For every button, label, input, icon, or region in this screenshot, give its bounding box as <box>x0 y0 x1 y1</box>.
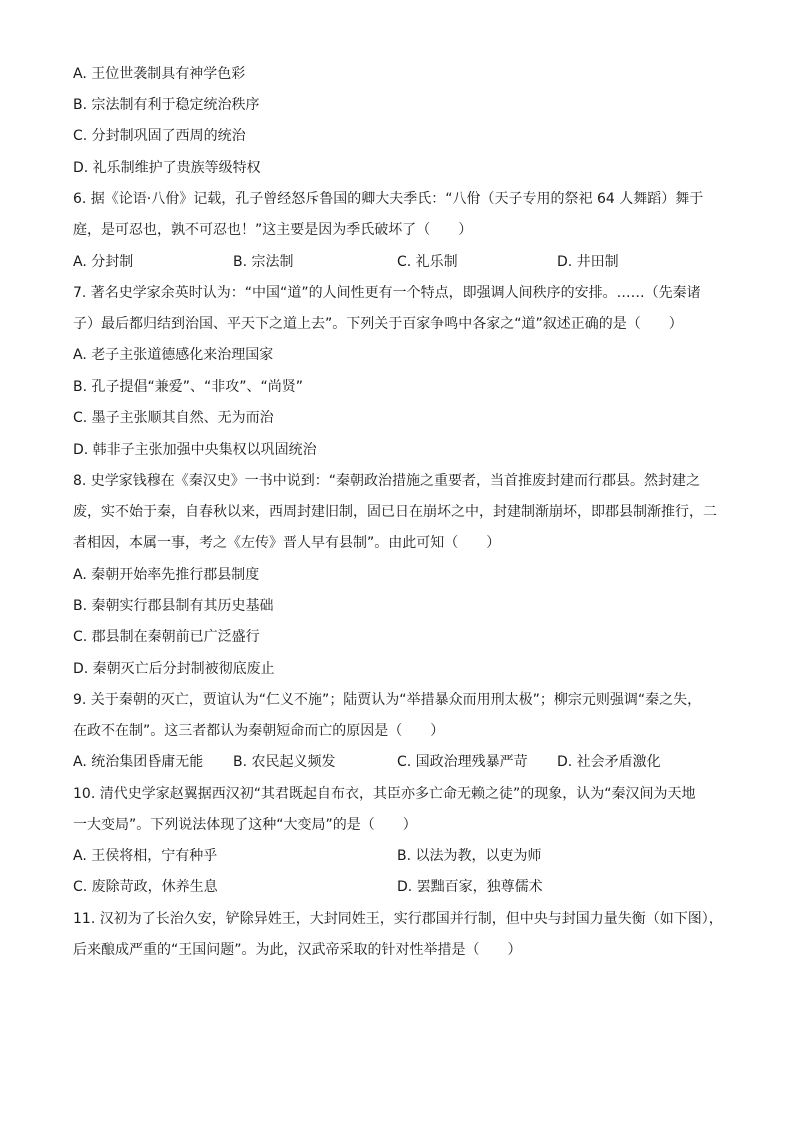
q11-stem-line-2: 后来酿成严重的“王国问题”。为此，汉武帝采取的针对性举措是（ ） <box>73 942 522 958</box>
q7-stem-line-2: 子）最后都归结到治国、平天下之道上去”。下列关于百家争鸣中各家之“道”叙述正确的是（ ） <box>73 316 683 332</box>
q8-option-c: C. 郡县制在秦朝前已广泛盛行 <box>73 629 260 645</box>
q8-option-b: B. 秦朝实行郡县制有其历史基础 <box>73 598 274 614</box>
q9-stem-line-1: 9. 关于秦朝的灭亡，贾谊认为“仁义不施”；陆贾认为“举措暴众而用刑太极”；柳宗元则强调“秦之失， <box>73 692 702 708</box>
q9-option-a: A. 统治集团昏庸无能 <box>73 754 204 770</box>
q10-option-c: C. 废除苛政，休养生息 <box>73 879 218 895</box>
q6-option-d: D. 井田制 <box>557 254 619 270</box>
q11-stem-line-1: 11. 汉初为了长治久安，铲除异姓王，大封同姓王，实行郡国并行制，但中央与封国力量失衡（如下图）， <box>73 911 723 927</box>
q9-option-b: B. 农民起义频发 <box>233 754 336 770</box>
q5-option-c: C. 分封制巩固了西周的统治 <box>73 128 246 144</box>
q8-option-a: A. 秦朝开始率先推行郡县制度 <box>73 567 260 583</box>
q7-option-b: B. 孔子提倡“兼爱”、“非攻”、“尚贤” <box>73 379 304 395</box>
q6-option-b: B. 宗法制 <box>233 254 294 270</box>
q6-stem-line-2: 庭，是可忍也，孰不可忍也！”这主要是因为季氏破坏了（ ） <box>73 222 473 238</box>
q7-option-c: C. 墨子主张顺其自然、无为而治 <box>73 410 274 426</box>
q9-stem-line-2: 在政不在制”。这三者都认为秦朝短命而亡的原因是（ ） <box>73 723 445 739</box>
q10-option-d: D. 罢黜百家，独尊儒术 <box>397 879 543 895</box>
q10-stem-line-1: 10. 清代史学家赵翼据西汉初“其君既起自布衣，其臣亦多亡命无赖之徒”的现象，认为“秦汉间为天地 <box>73 786 696 802</box>
q5-option-b: B. 宗法制有利于稳定统治秩序 <box>73 97 260 113</box>
q7-stem-line-1: 7. 著名史学家余英时认为：“中国“道”的人间性更有一个特点，即强调人间秩序的安排。……（先秦诸 <box>73 285 701 301</box>
q9-option-c: C. 国政治理残暴严苛 <box>397 754 528 770</box>
q6-stem-line-1: 6. 据《论语·八佾》记载，孔子曾经怒斥鲁国的卿大夫季氏：“八佾（天子专用的祭祀 64 人舞蹈）舞于 <box>73 191 704 207</box>
q5-option-a: A. 王位世袭制具有神学色彩 <box>73 66 246 82</box>
q8-stem-line-1: 8. 史学家钱穆在《秦汉史》一书中说到：“秦朝政治措施之重要者，当首推废封建而行郡县。然封建之 <box>73 473 701 489</box>
q8-option-d: D. 秦朝灭亡后分封制被彻底废止 <box>73 661 275 677</box>
q6-option-a: A. 分封制 <box>73 254 134 270</box>
q10-option-a: A. 王侯将相，宁有种乎 <box>73 848 218 864</box>
q7-option-a: A. 老子主张道德感化来治理国家 <box>73 347 274 363</box>
q8-stem-line-2: 废，实不始于秦，自春秋以来，西周封建旧制，固已日在崩坏之中，封建制渐崩坏，即郡县制渐推行，二 <box>73 504 717 520</box>
q8-stem-line-3: 者相因，本属一事，考之《左传》晋人早有县制”。由此可知（ ） <box>73 535 501 551</box>
q10-stem-line-2: 一大变局”。下列说法体现了这种“大变局”的是（ ） <box>73 817 417 833</box>
q10-option-b: B. 以法为教，以吏为师 <box>397 848 542 864</box>
q6-option-c: C. 礼乐制 <box>397 254 458 270</box>
q5-option-d: D. 礼乐制维护了贵族等级特权 <box>73 160 261 176</box>
q7-option-d: D. 韩非子主张加强中央集权以巩固统治 <box>73 442 317 458</box>
q9-option-d: D. 社会矛盾激化 <box>557 754 661 770</box>
